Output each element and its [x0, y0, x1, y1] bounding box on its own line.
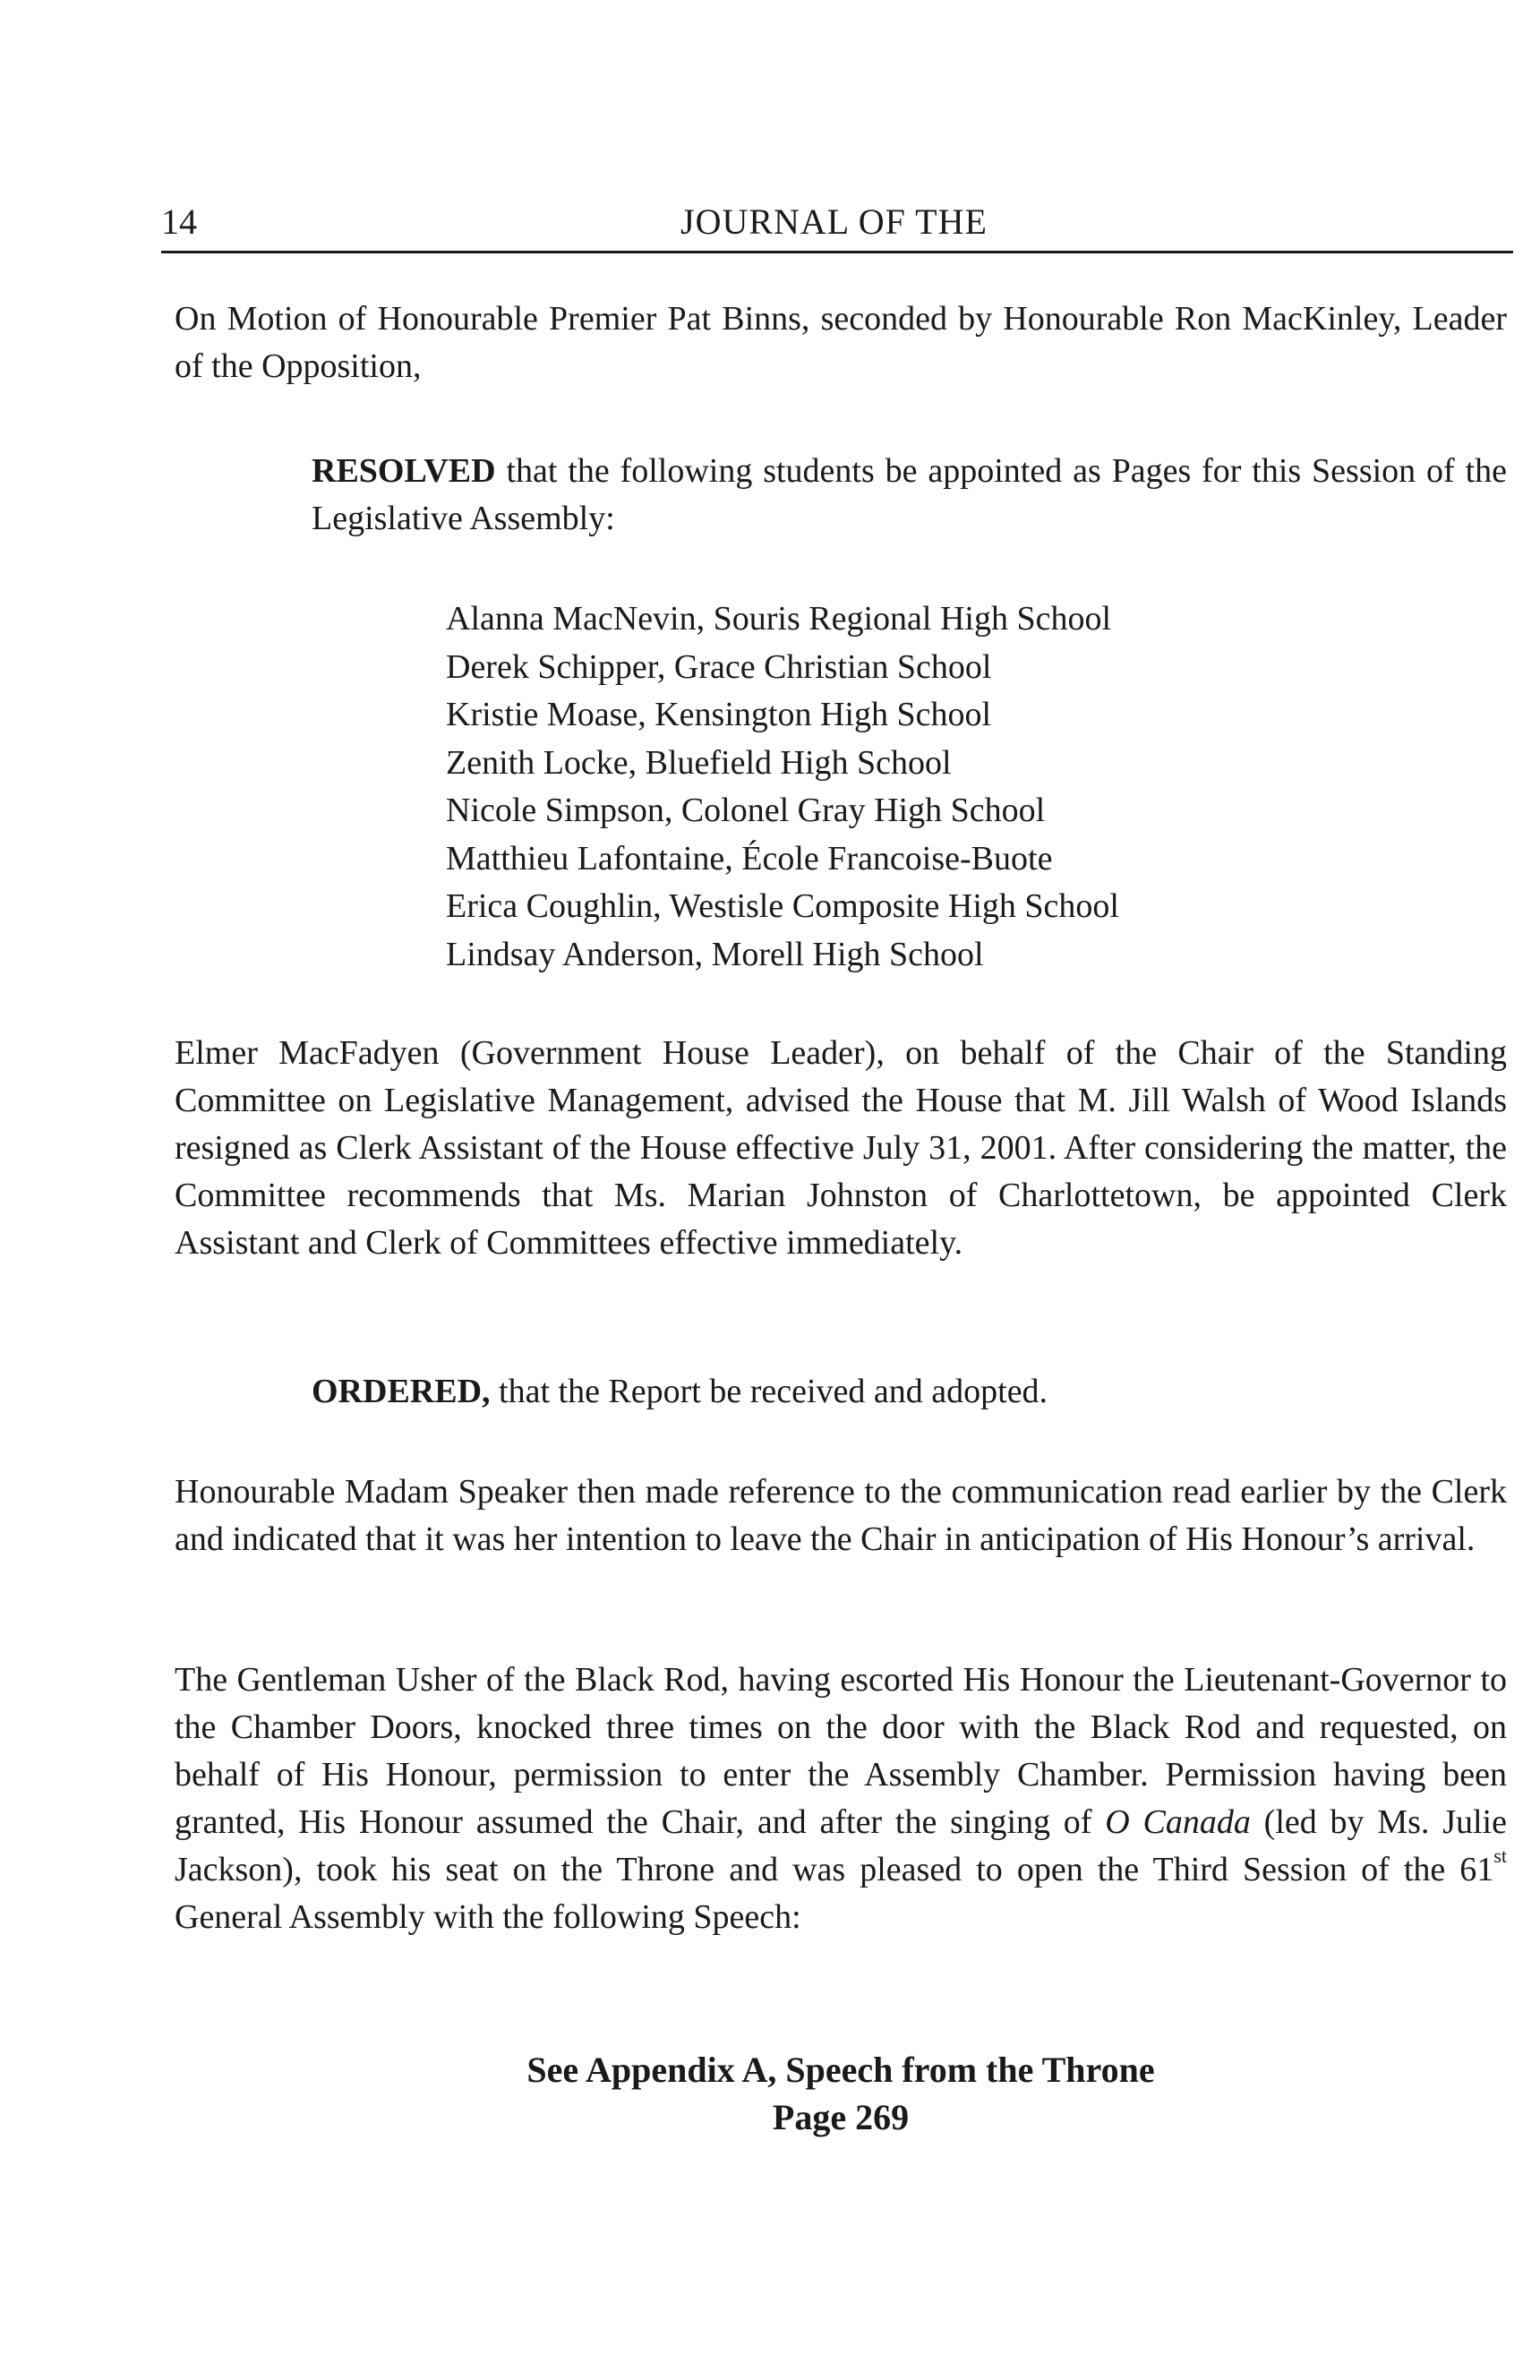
- usher-text-3: General Assembly with the following Speech:: [175, 1898, 801, 1936]
- resolved-text: that the following students be appointed as Pages for this Session of the Legislative Assembly:: [312, 452, 1507, 537]
- appendix-reference: [175, 2046, 1507, 2141]
- list-item: Lindsay Anderson, Morell High School: [446, 935, 984, 973]
- appendix-page: Page 269: [772, 2097, 910, 2137]
- ordinal-suffix: st: [1493, 1845, 1507, 1868]
- list-item: Matthieu Lafontaine, École Francoise-Buote: [446, 839, 1053, 878]
- usher-text-2: (led by Ms. Julie Jackson), took his seat on the Throne and was pleased to open the Third Session of the 61: [175, 1803, 1507, 1888]
- appendix-title: See Appendix A, Speech from the Throne: [526, 2050, 1155, 2090]
- ordered-text: that the Report be received and adopted.: [490, 1373, 1048, 1410]
- ordered-paragraph: [312, 1368, 1507, 1416]
- resolved-keyword: RESOLVED: [312, 452, 496, 490]
- list-item: Derek Schipper, Grace Christian School: [446, 647, 992, 686]
- resolved-paragraph: [312, 448, 1507, 543]
- list-item: Alanna MacNevin, Souris Regional High School: [446, 600, 1112, 638]
- list-item: Erica Coughlin, Westisle Composite High School: [446, 887, 1119, 925]
- committee-report-paragraph: Elmer MacFadyen (Government House Leader), on behalf of the Chair of the Standing Committee on Legislative Management, advised the House that M. Jill Walsh of Wood Islands resigned as Clerk Assistant of the House effective July 31, 2001. After considering the matter, the Committee recommends that Ms. Marian Johnston of Charlottetown, be appointed Clerk Assistant and Clerk of Committees effective immediately.: [175, 1034, 1507, 1262]
- speaker-paragraph: Honourable Madam Speaker then made reference to the communication read earlier by the Clerk and indicated that it was her intention to leave the Chair in anticipation of His Honour’s arrival.: [175, 1473, 1507, 1558]
- ordered-keyword: ORDERED,: [312, 1373, 491, 1410]
- list-item: Nicole Simpson, Colonel Gray High School: [446, 792, 1046, 829]
- pages-list: [446, 595, 1119, 979]
- anthem-title: O Canada: [1105, 1803, 1251, 1841]
- motion-paragraph: On Motion of Honourable Premier Pat Binns, seconded by Honourable Ron MacKinley, Leader of the Opposition,: [175, 300, 1507, 385]
- usher-paragraph: [175, 1657, 1507, 1941]
- page-header: [161, 199, 1513, 253]
- running-title: JOURNAL OF THE: [680, 201, 988, 242]
- usher-text-1: The Gentleman Usher of the Black Rod, having escorted His Honour the Lieutenant-Governor to the Chamber Doors, knocked three times on the door with the Black Rod and requested, on behalf of His Honour, permission to enter the Assembly Chamber. Permission having been granted, His Honour assumed the Chair, and after the singing of: [175, 1661, 1507, 1841]
- list-item: Zenith Locke, Bluefield High School: [446, 743, 952, 782]
- list-item: Kristie Moase, Kensington High School: [446, 696, 992, 733]
- page-number: 14: [161, 201, 197, 242]
